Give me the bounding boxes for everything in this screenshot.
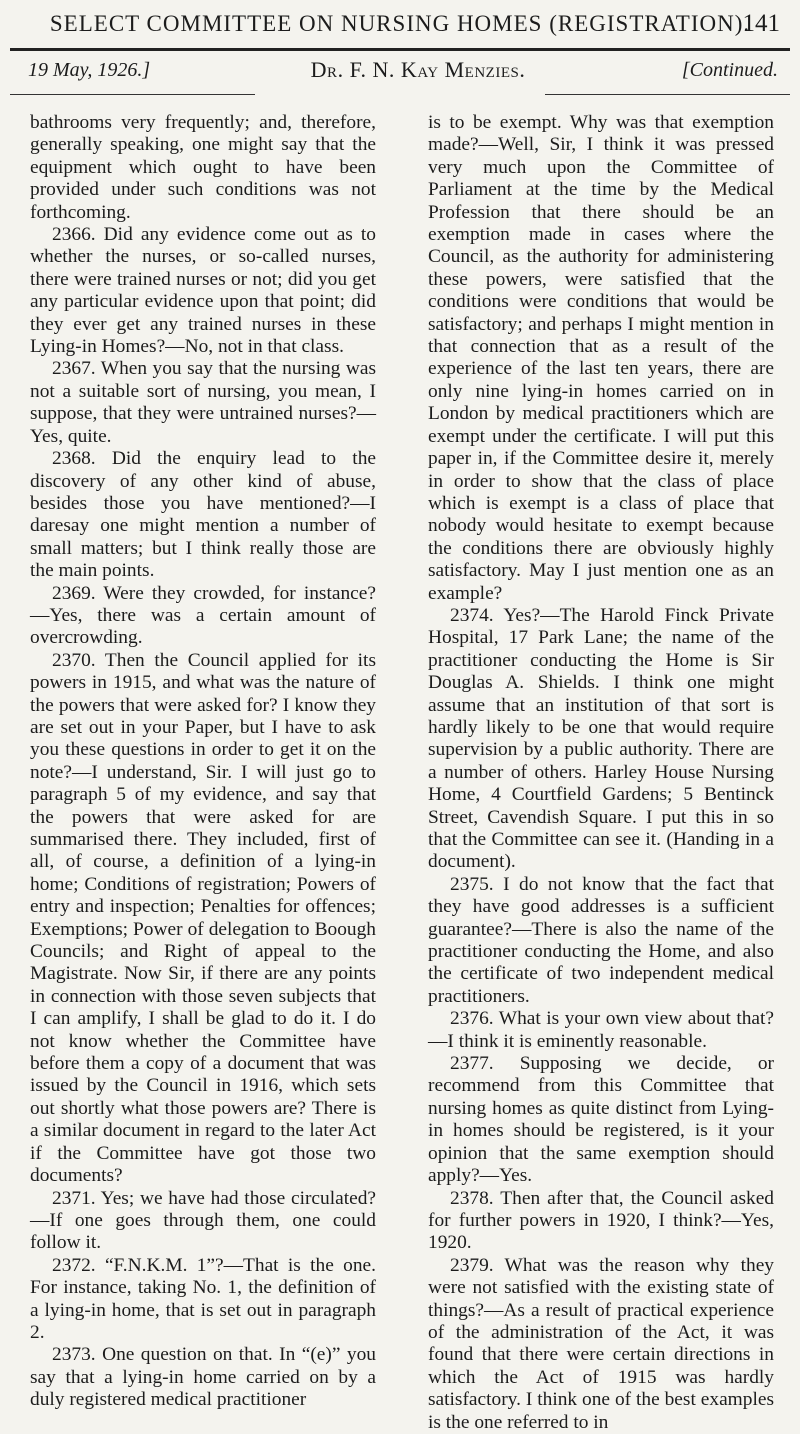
report-title: SELECT COMMITTEE ON NURSING HOMES (REGISTRATION). [49, 11, 751, 36]
paragraph: 2375. I do not know that the fact that they have good addresses is a sufficient guarantee?—There is also the name of the practitioner conducting the Home, and also the certificate of two independent medical practitioners. [428, 873, 774, 1007]
paragraph: 2373. One question on that. In “(e)” you say that a lying-in home carried on by a duly registered medical practitioner [30, 1344, 376, 1411]
left-column [30, 112, 376, 1412]
paragraph: 2370. Then the Council applied for its powers in 1915, and what was the nature of the powers that were asked for? I know they are set out in your Paper, but I have to ask you these questions in order to get it on the note?—I understand, Sir. I will just go to paragraph 5 of my evidence, and say that the powers that were asked for are summarised there. They included, first of all, of course, a definition of a lying-in home; Conditions of registration; Powers of entry and inspection; Penalties for offences; Exemptions; Power of delegation to Boough Councils; and Right of appeal to the Magistrate. Now Sir, if there are any points in connection with those seven subjects that I can amplify, I shall be glad to do it. I do not know whether the Committee have before them a copy of a document that was issued by the Council in 1916, which sets out shortly what those powers are? There is a similar document in regard to the later Act if the Committee have got those two documents? [30, 649, 376, 1187]
witness-name: Dr. F. N. Kay Menzies. [310, 57, 526, 82]
paragraph: 2371. Yes; we have had those circulated?—If one goes through them, one could follow it. [30, 1187, 376, 1254]
subheader-rule-right [545, 94, 790, 95]
page-number: 141 [742, 10, 780, 37]
subheader-rule-left [10, 94, 255, 95]
paragraph: 2366. Did any evidence come out as to whether the nurses, or so-called nurses, there were trained nurses or not; did you get any particular evidence upon that point; did they ever get any trained nurses in these Lying-in Homes?—No, not in that class. [30, 224, 376, 358]
paragraph: 2374. Yes?—The Harold Finck Private Hospital, 17 Park Lane; the name of the practitioner conducting the Home is Sir Douglas A. Shields. I think one might assume that an institution of that sort is hardly likely to be one that would require supervision by a public authority. There are a number of others. Harley House Nursing Home, 4 Courtfield Gardens; 5 Bentinck Street, Cavendish Square. I put this in so that the Committee can see it. (Handing in a document). [428, 604, 774, 873]
paragraph: bathrooms very frequently; and, therefore, generally speaking, one might say that the equipment which ought to have been provided under such conditions was not forthcoming. [30, 112, 376, 223]
paragraph: 2369. Were they crowded, for instance?—Yes, there was a certain amount of overcrowding. [30, 582, 376, 649]
paragraph: 2372. “F.N.K.M. 1”?—That is the one. For instance, taking No. 1, the definition of a lying-in home, that is set out in paragraph 2. [30, 1254, 376, 1343]
paragraph: 2378. Then after that, the Council asked for further powers in 1920, I think?—Yes, 1920. [428, 1187, 774, 1254]
paragraph: 2376. What is your own view about that?—I think it is eminently reasonable. [428, 1008, 774, 1052]
paragraph: 2368. Did the enquiry lead to the discovery of any other kind of abuse, besides those you have mentioned?—I daresay one might mention a number of small matters; but I think really those are the main points. [30, 448, 376, 582]
header-rule [10, 48, 790, 51]
paragraph: is to be exempt. Why was that exemption made?—Well, Sir, I think it was pressed very much upon the Committee of Parliament at the time by the Medical Profession that there should be an exemption made in cases where the Council, as the authority for administering these powers, were satisfied that the conditions were conditions that would be satisfactory; and perhaps I might mention in that connection that as a result of the experience of the last ten years, there are only nine lying-in homes carried on in London by medical practitioners which are exempt under the certificate. I will put this paper in, if the Committee desire it, merely in order to show that the class of place which is exempt is a class of place that nobody would hesitate to exempt because the conditions there are obviously highly satisfactory. May I just mention one as an example? [428, 112, 774, 604]
continued-label: [Continued. [681, 58, 778, 81]
paragraph: 2377. Supposing we decide, or recommend from this Committee that nursing homes as quite distinct from Lying-in homes should be registered, is it your opinion that the same exemption should apply?—Yes. [428, 1053, 774, 1187]
paragraph: 2367. When you say that the nursing was not a suitable sort of nursing, you mean, I suppose, that they were untrained nurses?—Yes, quite. [30, 358, 376, 447]
right-column [428, 112, 774, 1434]
paragraph: 2379. What was the reason why they were not satisfied with the existing state of things?—As a result of practical experience of the administration of the Act, it was found that there were certain directions in which the Act of 1915 was hardly satisfactory. I think one of the best examples is the one referred to in [428, 1254, 774, 1433]
running-head [0, 4, 800, 44]
subheader [10, 52, 790, 88]
sitting-date: 19 May, 1926.] [28, 58, 151, 81]
